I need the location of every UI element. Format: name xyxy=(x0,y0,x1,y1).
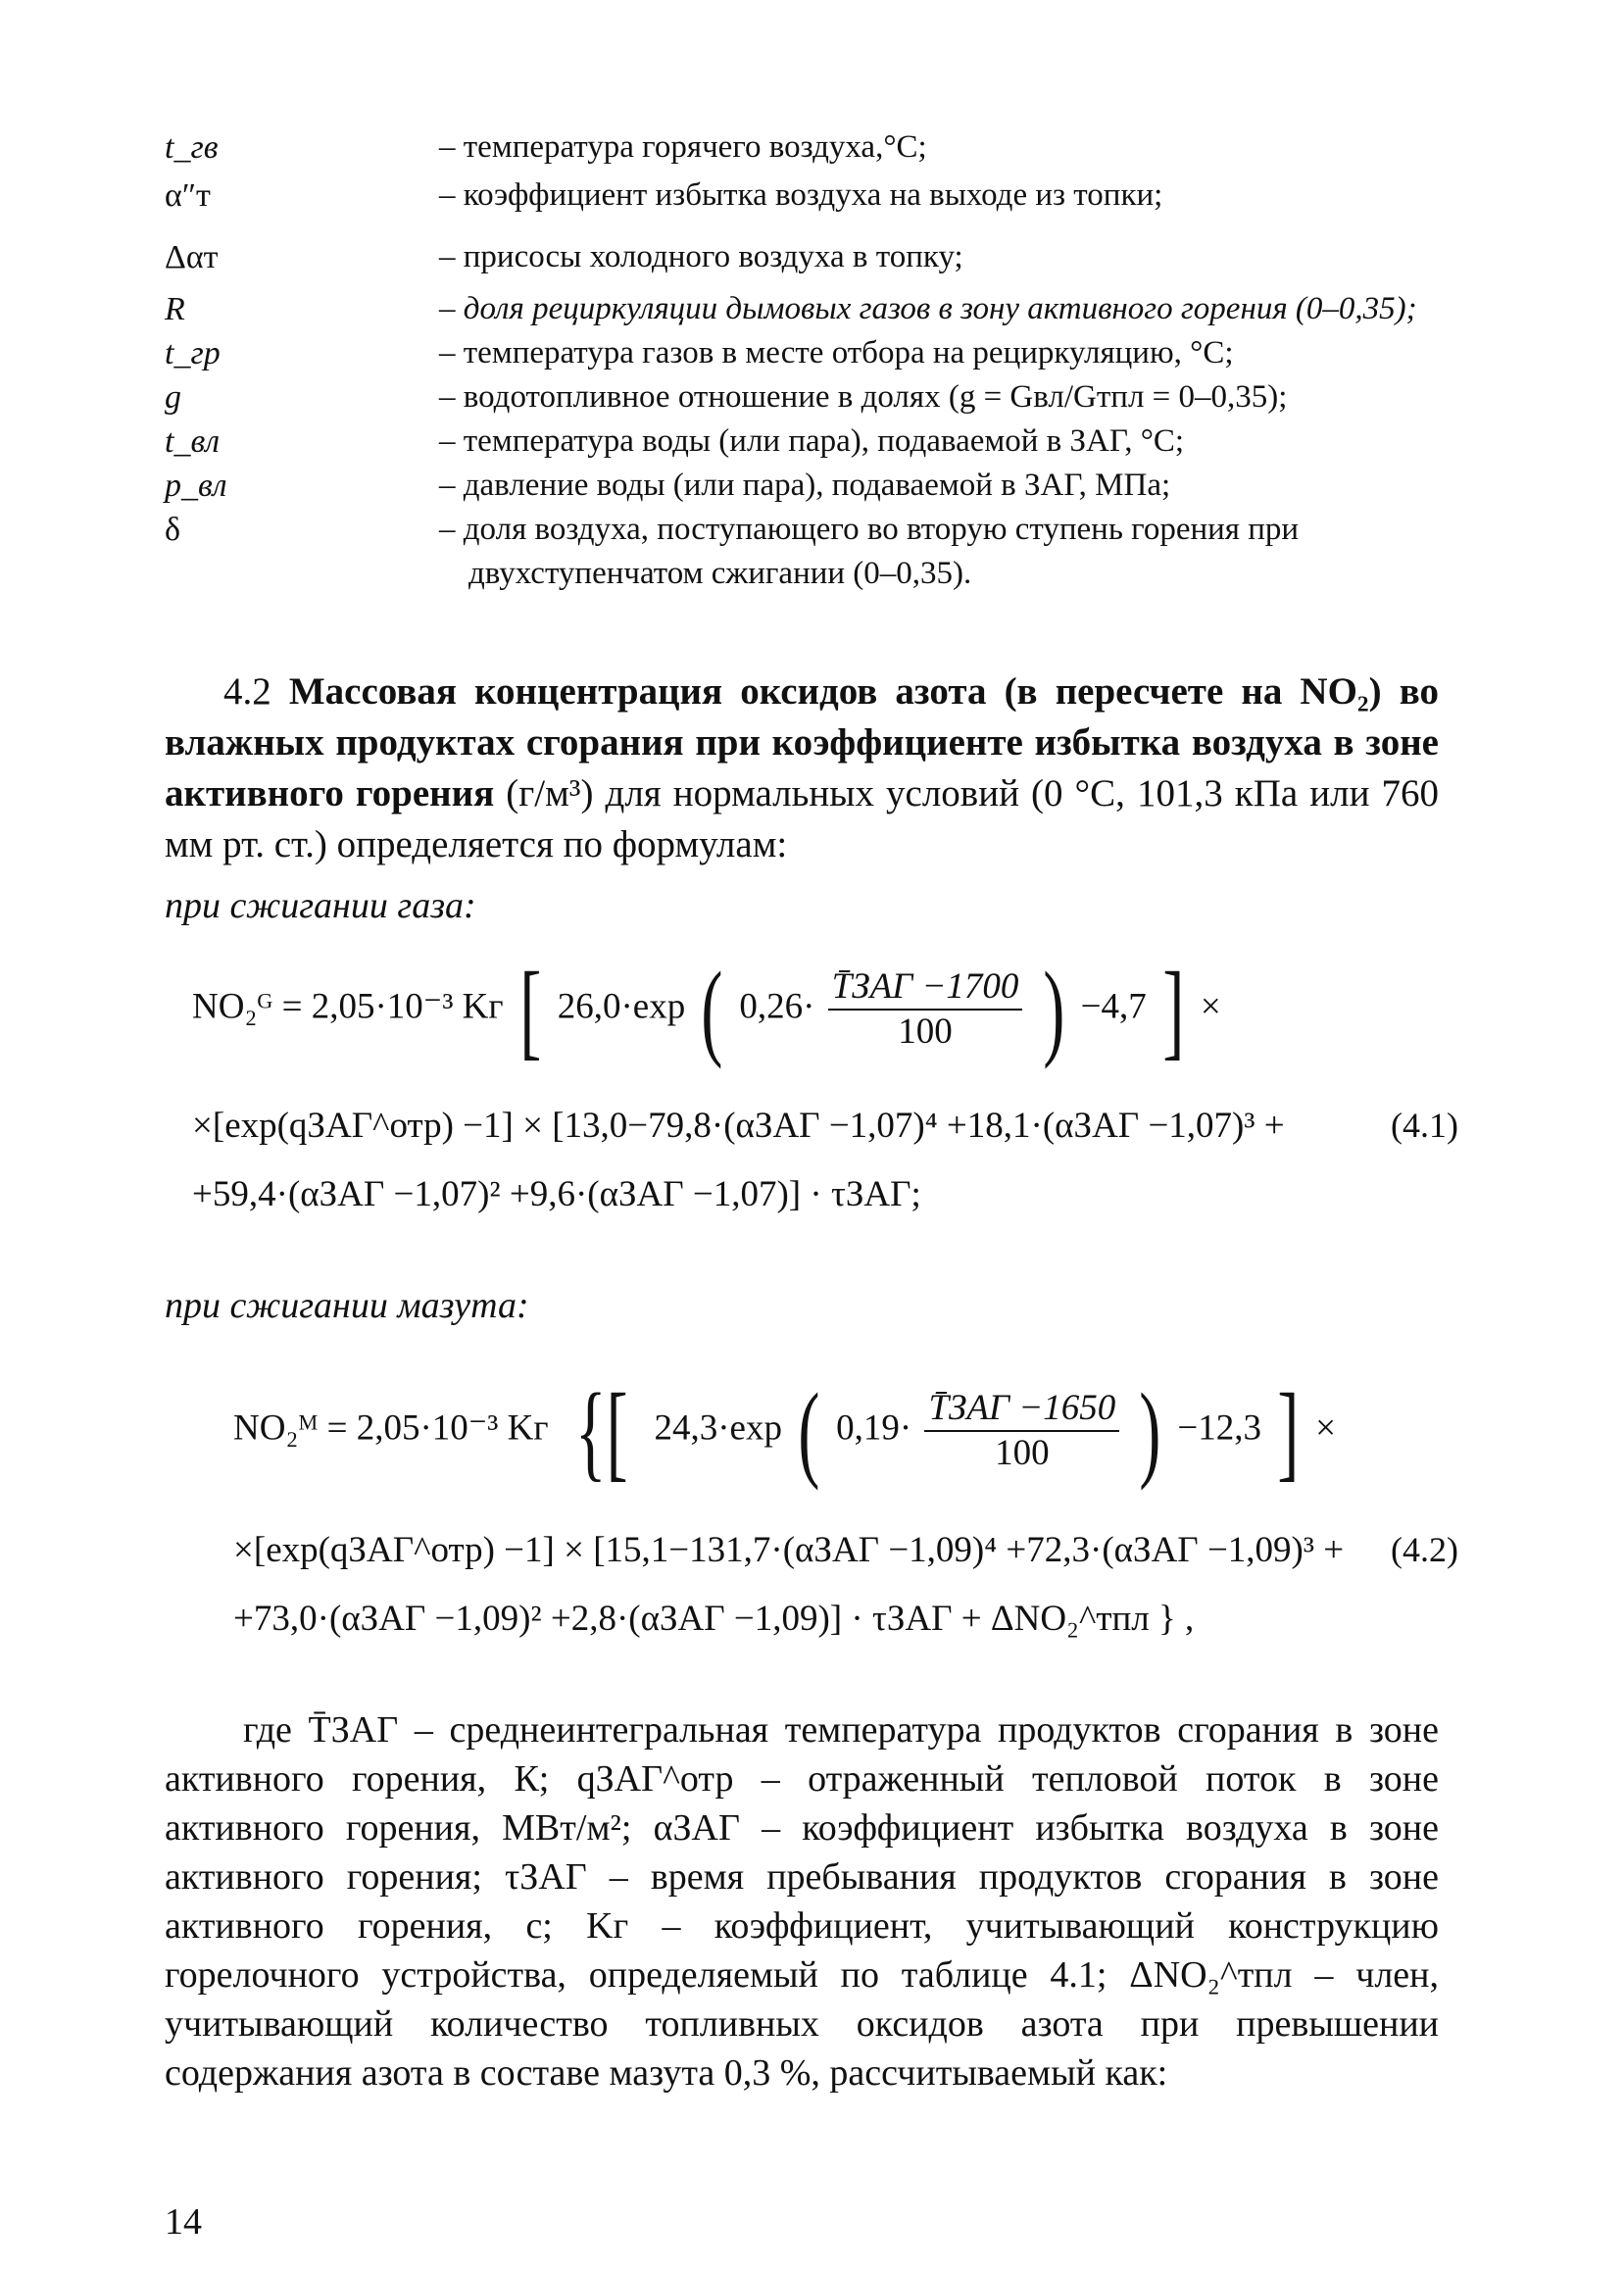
times-sign: × xyxy=(1315,1407,1336,1449)
page-number: 14 xyxy=(165,2201,202,2243)
definition-row xyxy=(165,419,1468,464)
definition-symbol: α″т xyxy=(165,177,211,214)
definition-text: – коэффициент избытка воздуха на выходе из топки; xyxy=(439,177,1163,213)
definition-row xyxy=(165,235,1468,279)
fraction-denominator: 100 xyxy=(995,1433,1050,1473)
fraction xyxy=(924,1387,1119,1475)
bracket: [ xyxy=(519,950,542,1069)
bracket: ( xyxy=(701,950,723,1069)
definition-text: – водотопливное отношение в долях (g = Gвл/Gтпл = 0–0,35); xyxy=(439,379,1288,415)
definition-text: – температура газов в месте отбора на рециркуляцию, °С; xyxy=(439,335,1234,370)
formula-4-1 xyxy=(165,950,1458,1250)
definition-text: – присосы холодного воздуха в топку; xyxy=(439,239,963,274)
bracket: ] xyxy=(1162,950,1185,1069)
bracket: {[ xyxy=(574,1371,628,1491)
fraction-numerator: T̄ЗАГ −1650 xyxy=(924,1387,1119,1432)
definition-symbol: g xyxy=(165,379,181,416)
formula-term: −12,3 xyxy=(1177,1407,1261,1449)
formula-line: ×[exp(qЗАГ^отр) −1] × [15,1−131,7·(αЗАГ −1,09)⁴ +72,3·(αЗАГ −1,09)³ + xyxy=(233,1530,1345,1570)
formula-term: 0,19· xyxy=(836,1407,912,1449)
formula-lhs: NO₂ᴹ = 2,05·10⁻³ Kг xyxy=(233,1407,549,1449)
definition-symbol: δ xyxy=(165,512,181,548)
explanation-paragraph: где T̄ЗАГ – среднеинтегральная температура продуктов сгорания в зоне активного горения, К; qЗАГ^отр – отраженный тепловой поток в зоне активного горения, МВт/м²; αЗАГ – коэффициент избытка воздуха в зоне активного горения; τЗАГ – время пребывания продуктов сгорания в зоне активного горения, с; Kг – коэффициент, учитывающий конструкцию горелочного устройства, определяемый по таблице 4.1; ΔNO₂^тпл – член, учитывающий количество топливных оксидов азота при превышении содержания азота в составе мазута 0,3 %, рассчитываемый как: xyxy=(165,1709,1439,2094)
section-4-2 xyxy=(165,666,1439,870)
formula-term: 0,26· xyxy=(739,986,815,1027)
section-text: (г/м³) для нормальных условий (0 °С, 101,3 кПа или 760 мм рт. ст.) определяется по формулам: xyxy=(165,772,1440,865)
definition-row xyxy=(165,173,1468,218)
definition-row xyxy=(165,508,1468,596)
formula-line: ×[exp(qЗАГ^отр) −1] × [13,0−79,8·(αЗАГ −1,07)⁴ +18,1·(αЗАГ −1,07)³ + xyxy=(192,1106,1285,1146)
symbol-definitions xyxy=(165,125,1468,596)
times-sign: × xyxy=(1200,986,1221,1027)
bracket: ) xyxy=(1043,950,1064,1069)
section-heading: Массовая концентрация оксидов азота (в пересчете на NO₂) во влажных продуктах сгорания при коэффициенте избытка воздуха в зоне активного горения xyxy=(165,670,1440,814)
formula-lhs: NO₂ᴳ = 2,05·10⁻³ Kг xyxy=(192,986,504,1027)
section-number: 4.2 xyxy=(223,670,271,713)
formula-line xyxy=(192,950,1221,1069)
definition-row xyxy=(165,287,1468,331)
definition-text: – доля рециркуляции дымовых газов в зону активного горения (0–0,35); xyxy=(439,291,1417,326)
formula-line: +59,4·(αЗАГ −1,07)² +9,6·(αЗАГ −1,07)] · τЗАГ; xyxy=(192,1174,921,1214)
gas-label: при сжигании газа: xyxy=(165,885,476,926)
definition-symbol: R xyxy=(165,291,185,327)
definition-symbol: p_вл xyxy=(165,468,227,504)
definition-text: – доля воздуха, поступающего во вторую ступень горения при двухступенчатом сжигании (0–0,35). xyxy=(439,512,1300,591)
definition-symbol: t_гр xyxy=(165,335,221,371)
formula-line xyxy=(233,1371,1336,1491)
definition-text: – температура горячего воздуха,°С; xyxy=(439,129,927,165)
definition-row xyxy=(165,331,1468,375)
definition-symbol: Δαт xyxy=(165,239,219,275)
definition-text: – температура воды (или пара), подаваемой в ЗАГ, °С; xyxy=(439,423,1185,459)
fraction xyxy=(828,965,1023,1054)
formula-line: +73,0·(αЗАГ −1,09)² +2,8·(αЗАГ −1,09)] · τЗАГ + ΔNO₂^тпл } , xyxy=(233,1599,1195,1639)
fraction-numerator: T̄ЗАГ −1700 xyxy=(828,965,1023,1011)
definition-row xyxy=(165,464,1468,508)
bracket: ( xyxy=(798,1371,820,1491)
formula-4-2 xyxy=(165,1371,1458,1671)
definition-text: – давление воды (или пара), подаваемой в ЗАГ, МПа; xyxy=(439,468,1171,503)
formula-term: 24,3·exp xyxy=(654,1407,782,1449)
definition-symbol: t_вл xyxy=(165,423,221,460)
equation-number: (4.2) xyxy=(1391,1530,1458,1569)
fraction-denominator: 100 xyxy=(898,1012,953,1052)
bracket: ) xyxy=(1139,1371,1161,1491)
formula-term: −4,7 xyxy=(1080,986,1147,1027)
formula-term: 26,0·exp xyxy=(557,986,686,1027)
equation-number: (4.1) xyxy=(1391,1106,1458,1145)
definition-row xyxy=(165,375,1468,419)
bracket: ] xyxy=(1277,1371,1300,1491)
definition-row xyxy=(165,125,1468,170)
fuel-oil-label: при сжигании мазута: xyxy=(165,1285,529,1326)
definition-symbol: t_гв xyxy=(165,129,219,166)
